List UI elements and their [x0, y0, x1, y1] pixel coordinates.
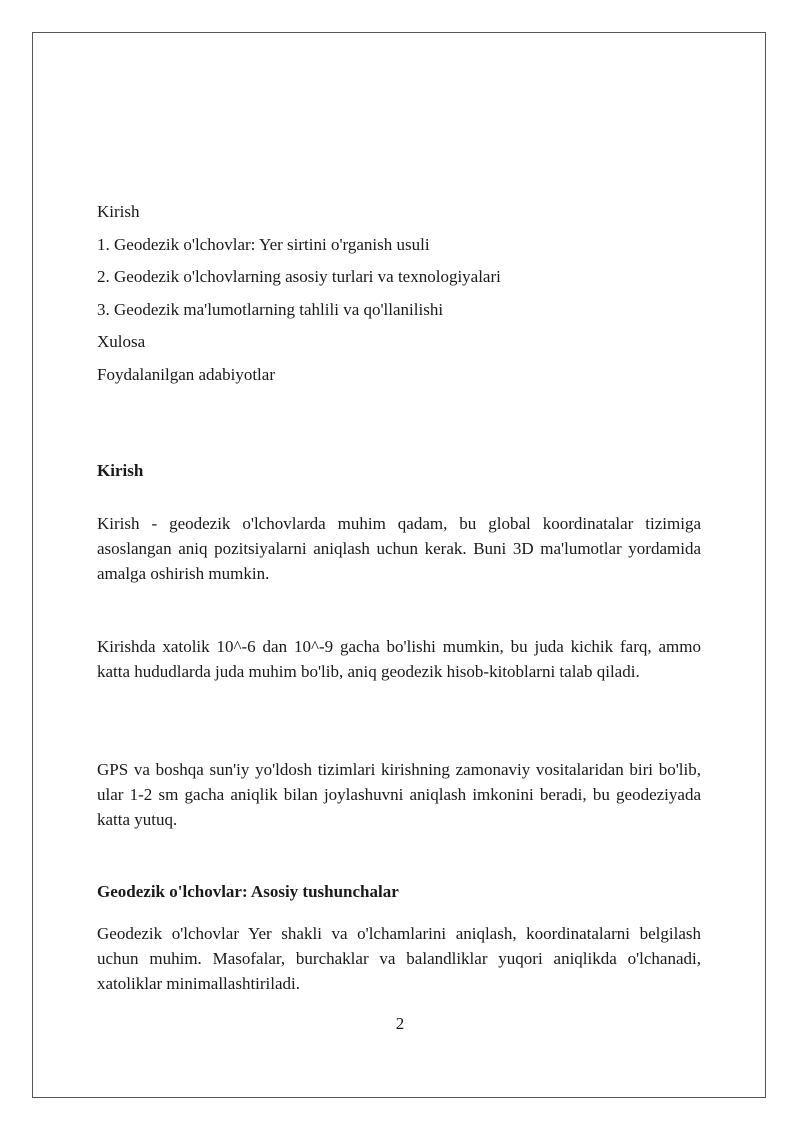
- toc-item-references: Foydalanilgan adabiyotlar: [97, 365, 275, 384]
- toc-item-chapter-1: 1. Geodezik o'lchovlar: Yer sirtini o'rganish usuli: [97, 235, 430, 254]
- toc-item-intro: Kirish: [97, 202, 140, 221]
- section-heading-intro: Kirish: [97, 461, 144, 480]
- section-heading-basics: Geodezik o'lchovlar: Asosiy tushunchalar: [97, 882, 399, 901]
- paragraph-intro-2: Kirishda xatolik 10^-6 dan 10^-9 gacha bo'lishi mumkin, bu juda kichik farq, ammo katta hududlarda juda muhim bo'lib, aniq geodezik hisob-kitoblarni talab qiladi.: [97, 637, 701, 681]
- paragraph-intro-1: Kirish - geodezik o'lchovlarda muhim qadam, bu global koordinatalar tizimiga asoslangan aniq pozitsiyalarni aniqlash uchun kerak. Buni 3D ma'lumotlar yordamida amalga oshirish mumkin.: [97, 514, 701, 583]
- toc-item-chapter-3: 3. Geodezik ma'lumotlarning tahlili va qo'llanilishi: [97, 300, 444, 319]
- paragraph-intro-3: GPS va boshqa sun'iy yo'ldosh tizimlari kirishning zamonaviy vositalaridan biri bo'lib, ular 1-2 sm gacha aniqlik bilan joylashuvni aniqlash imkonini beradi, bu geodeziyada katta yutuq.: [97, 760, 701, 829]
- page-number: 2: [395, 1014, 405, 1033]
- paragraph-basics-1: Geodezik o'lchovlar Yer shakli va o'lchamlarini aniqlash, koordinatalarni belgilash uchun muhim. Masofalar, burchaklar va balandliklar yuqori aniqlikda o'lchanadi, xatoliklar minimallashtiriladi.: [97, 924, 701, 993]
- toc-item-conclusion: Xulosa: [97, 332, 146, 351]
- toc-item-chapter-2: 2. Geodezik o'lchovlarning asosiy turlari va texnologiyalari: [97, 267, 501, 286]
